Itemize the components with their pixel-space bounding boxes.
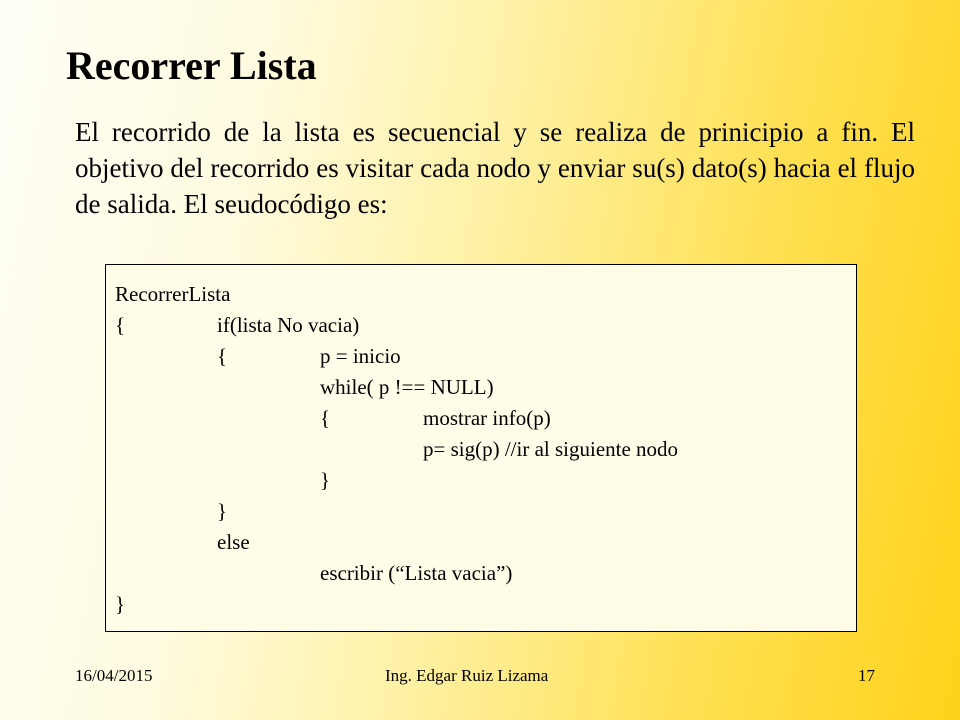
- code-line: [106, 279, 856, 309]
- code-line: [106, 341, 856, 371]
- code-line: [106, 310, 856, 340]
- code-text: if(lista No vacia): [217, 313, 360, 337]
- footer-page-number: 17: [858, 666, 875, 685]
- code-line: [106, 496, 856, 526]
- footer-author: Ing. Edgar Ruiz Lizama: [385, 666, 549, 685]
- code-brace: {: [115, 313, 126, 337]
- code-text: RecorrerLista: [115, 282, 231, 306]
- footer-date: 16/04/2015: [75, 666, 153, 685]
- code-line: [106, 403, 856, 433]
- code-text: p= sig(p) //ir al siguiente nodo: [423, 437, 679, 461]
- pseudocode-box: [105, 264, 857, 632]
- code-line: [106, 589, 856, 619]
- code-brace: {: [217, 344, 228, 368]
- code-text: else: [217, 530, 250, 554]
- code-text: p = inicio: [320, 344, 401, 368]
- code-text: escribir (“Lista vacia”): [320, 561, 513, 585]
- slide-title: Recorrer Lista: [66, 43, 317, 88]
- code-brace: }: [320, 468, 331, 492]
- code-line: [106, 465, 856, 495]
- code-brace: {: [320, 406, 331, 430]
- code-text: mostrar info(p): [423, 406, 551, 430]
- code-text: while( p !== NULL): [320, 375, 494, 399]
- code-line: [106, 434, 856, 464]
- code-line: [106, 558, 856, 588]
- code-line: [106, 527, 856, 557]
- slide-paragraph: El recorrido de la lista es secuencial y se realiza de prinicipio a fin. El objetivo del recorrido es visitar cada nodo y enviar su(s) dato(s) hacia el flujo de salida. El seudocódigo es:: [75, 117, 915, 219]
- code-brace: }: [115, 592, 126, 616]
- code-brace: }: [217, 499, 228, 523]
- code-line: [106, 372, 856, 402]
